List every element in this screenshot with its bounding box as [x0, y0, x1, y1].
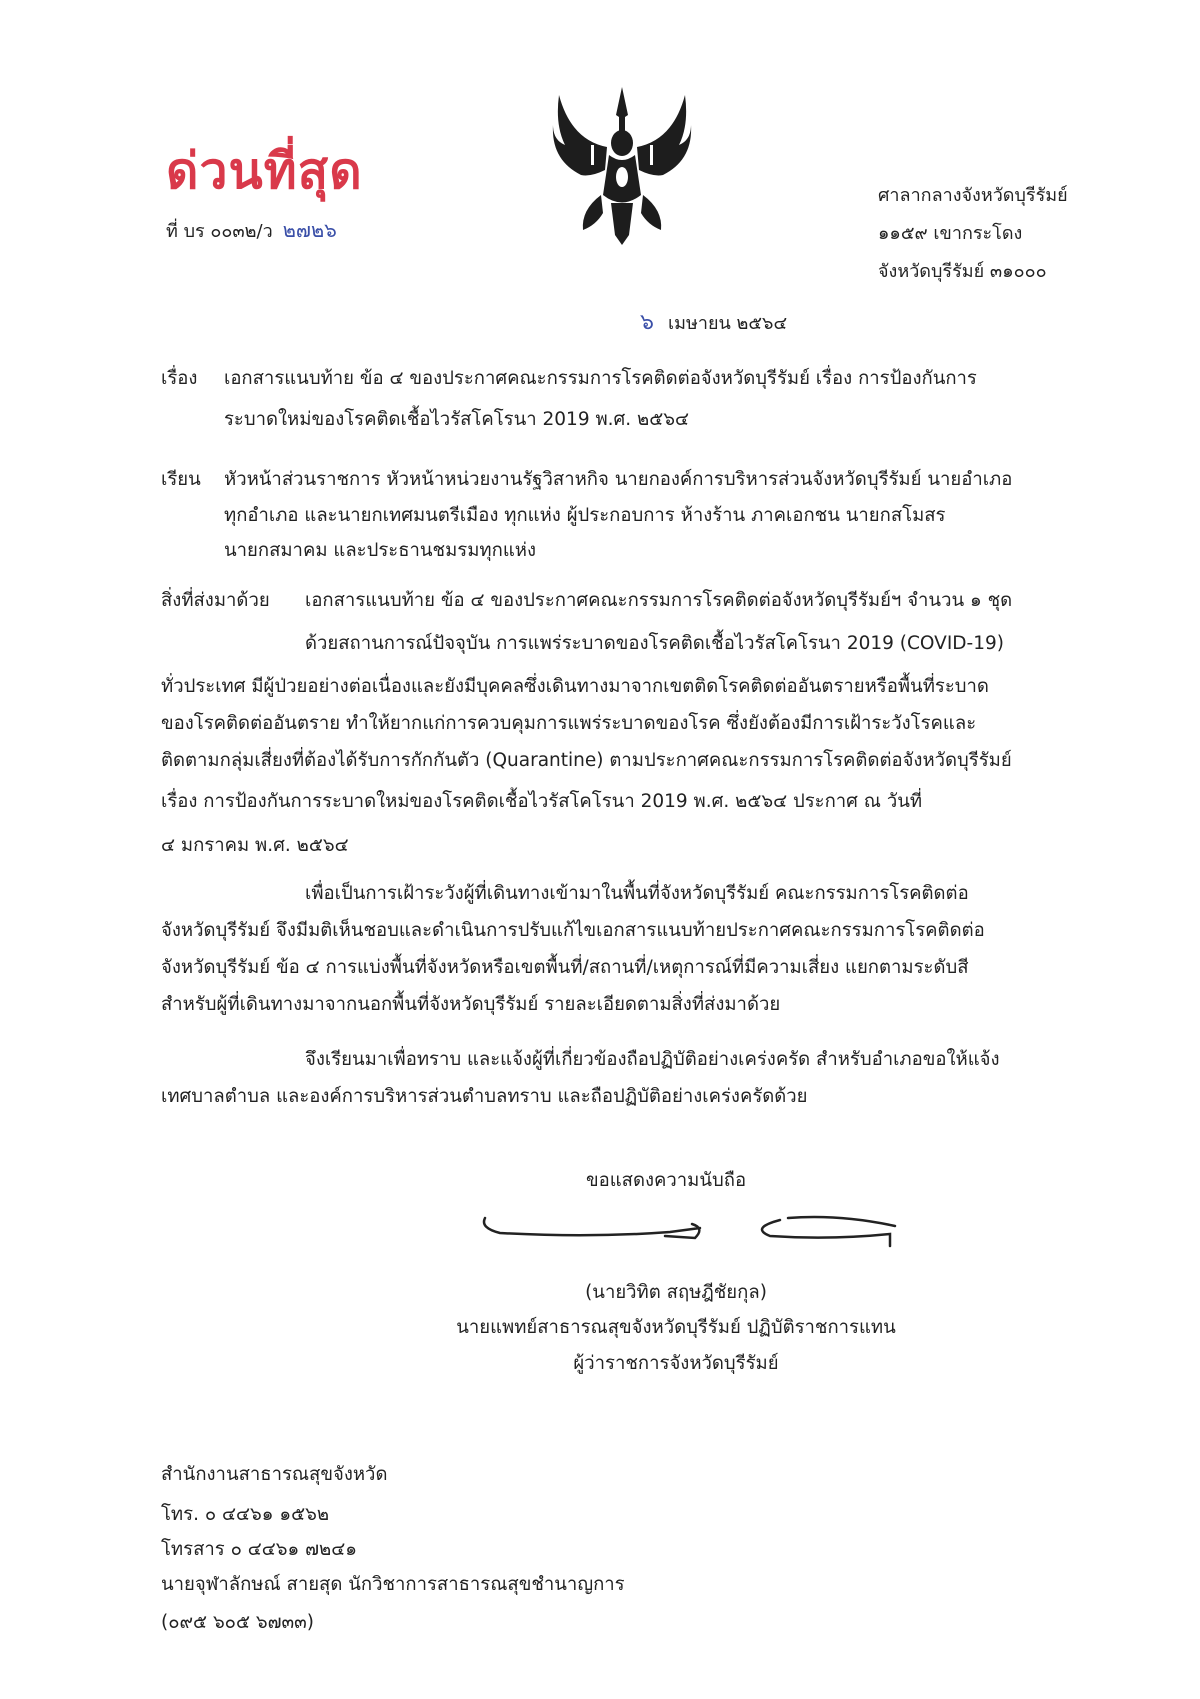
paragraph1-line: ติดตามกลุ่มเสี่ยงที่ต้องได้รับการกักกันตัว (Quarantine) ตามประกาศคณะกรรมการโรคติดต่อจังหวัดบุรีรัมย์ — [161, 750, 1012, 771]
subject-line: ระบาดใหม่ของโรคติดเชื้อไวรัสโคโรนา 2019 พ.ศ. ๒๕๖๔ — [224, 409, 690, 430]
closing-salutation: ขอแสดงความนับถือ — [586, 1170, 747, 1191]
garuda-emblem-icon — [551, 85, 693, 247]
paragraph2-line: จังหวัดบุรีรัมย์ จึงมีมติเห็นชอบและดำเนินการปรับแก้ไขเอกสารแนบท้ายประกาศคณะกรรมการโรคติดต่อ — [161, 920, 985, 941]
footer-phone: โทร. ๐ ๔๔๖๑ ๑๕๖๒ — [161, 1504, 330, 1525]
reference-prefix: ที่ บร ๐๐๓๒/ว — [166, 221, 273, 242]
urgency-stamp: ด่วนที่สุด — [166, 142, 363, 200]
paragraph1-line: ของโรคติดต่ออันตราย ทำให้ยากแก่การควบคุมการแพร่ระบาดของโรค ซึ่งยังต้องมีการเฝ้าระวังโรคและ — [161, 713, 977, 734]
date-month-year: เมษายน ๒๕๖๔ — [667, 313, 788, 334]
recipient-line: หัวหน้าส่วนราชการ หัวหน้าหน่วยงานรัฐวิสาหกิจ นายกองค์การบริหารส่วนจังหวัดบุรีรัมย์ นายอำเภอ — [224, 469, 1013, 490]
subject-label: เรื่อง — [161, 368, 198, 389]
paragraph1-line: ด้วยสถานการณ์ปัจจุบัน การแพร่ระบาดของโรคติดเชื้อไวรัสโคโรนา 2019 (COVID-19) — [305, 633, 1004, 654]
paragraph3-line: จึงเรียนมาเพื่อทราบ และแจ้งผู้ที่เกี่ยวข้องถือปฏิบัติอย่างเคร่งครัด สำหรับอำเภอขอให้แจ้ง — [305, 1049, 1000, 1070]
address-line: ศาลากลางจังหวัดบุรีรัมย์ — [878, 185, 1068, 206]
footer-contact-person: นายจุฬาลักษณ์ สายสุด นักวิชาการสาธารณสุขชำนาญการ — [161, 1574, 625, 1595]
paragraph3-line: เทศบาลตำบล และองค์การบริหารส่วนตำบลทราบ และถือปฏิบัติอย่างเคร่งครัดด้วย — [161, 1086, 808, 1107]
signer-title: ผู้ว่าราชการจังหวัดบุรีรัมย์ — [573, 1353, 779, 1374]
paragraph1-line: เรื่อง การป้องกันการระบาดใหม่ของโรคติดเชื้อไวรัสโคโรนา 2019 พ.ศ. ๒๕๖๔ ประกาศ ณ วันที่ — [161, 791, 923, 812]
paragraph1-line: ทั่วประเทศ มีผู้ป่วยอย่างต่อเนื่องและยังมีบุคคลซึ่งเดินทางมาจากเขตติดโรคติดต่ออันตรายหรือพื้นที่ระบาด — [161, 676, 989, 697]
document-date — [640, 304, 787, 339]
footer-contact-phone: (๐๙๕ ๖๐๕ ๖๗๓๓) — [161, 1612, 315, 1633]
recipient-line: นายกสมาคม และประธานชมรมทุกแห่ง — [224, 540, 536, 561]
signer-name: (นายวิทิต สฤษฎีชัยกุล) — [585, 1282, 767, 1303]
paragraph2-line: สำหรับผู้ที่เดินทางมาจากนอกพื้นที่จังหวัดบุรีรัมย์ รายละเอียดตามสิ่งที่ส่งมาด้วย — [161, 994, 781, 1015]
address-line: จังหวัดบุรีรัมย์ ๓๑๐๐๐ — [878, 261, 1047, 282]
paragraph1-line: ๔ มกราคม พ.ศ. ๒๕๖๔ — [161, 835, 349, 856]
reference-number — [166, 214, 337, 246]
date-day-handwritten: ๖ — [640, 310, 654, 335]
handwritten-signature — [470, 1198, 910, 1258]
subject-line: เอกสารแนบท้าย ข้อ ๔ ของประกาศคณะกรรมการโรคติดต่อจังหวัดบุรีรัมย์ เรื่อง การป้องกันการ — [224, 368, 977, 389]
paragraph2-line: จังหวัดบุรีรัมย์ ข้อ ๔ การแบ่งพื้นที่จังหวัดหรือเขตพื้นที่/สถานที่/เหตุการณ์ที่มีความเสี่ยง แยกตามระดับสี — [161, 957, 969, 978]
address-line: ๑๑๕๙ เขากระโดง — [878, 223, 1023, 244]
recipient-line: ทุกอำเภอ และนายกเทศมนตรีเมือง ทุกแห่ง ผู้ประกอบการ ห้างร้าน ภาคเอกชน นายกสโมสร — [224, 505, 946, 526]
footer-office: สำนักงานสาธารณสุขจังหวัด — [161, 1464, 388, 1485]
enclosure-label: สิ่งที่ส่งมาด้วย — [161, 590, 270, 611]
reference-number-handwritten: ๒๗๒๖ — [282, 218, 337, 242]
signer-title: นายแพทย์สาธารณสุขจังหวัดบุรีรัมย์ ปฏิบัติราชการแทน — [456, 1317, 896, 1338]
footer-fax: โทรสาร ๐ ๔๔๖๑ ๗๒๔๑ — [161, 1539, 357, 1560]
paragraph2-line: เพื่อเป็นการเฝ้าระวังผู้ที่เดินทางเข้ามาในพื้นที่จังหวัดบุรีรัมย์ คณะกรรมการโรคติดต่อ — [305, 883, 969, 904]
recipient-label: เรียน — [161, 469, 201, 490]
enclosure-text: เอกสารแนบท้าย ข้อ ๔ ของประกาศคณะกรรมการโรคติดต่อจังหวัดบุรีรัมย์ฯ จำนวน ๑ ชุด — [305, 590, 1013, 611]
